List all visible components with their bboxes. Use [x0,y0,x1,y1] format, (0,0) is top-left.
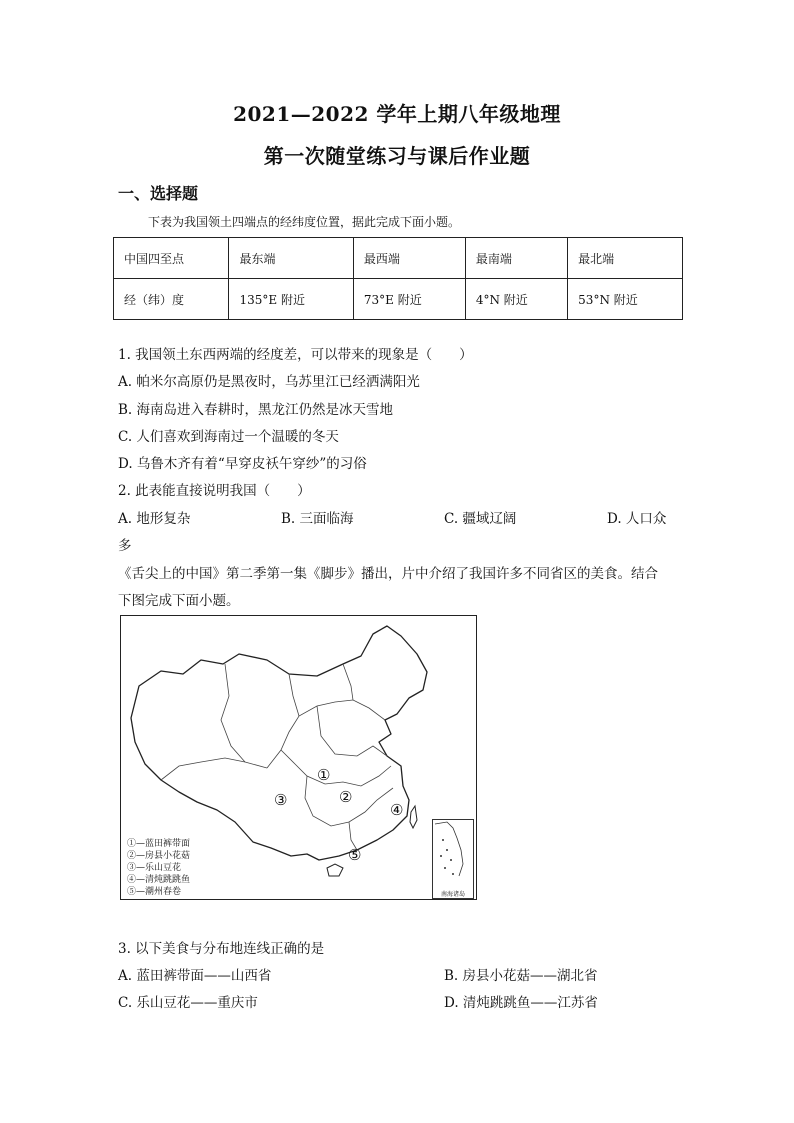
passage-line-1: 《舌尖上的中国》第二季第一集《脚步》播出，片中介绍了我国许多不同省区的美食。结合 [118,566,658,582]
map-marker-3: ③ [274,791,288,809]
question-3-stem: 3. 以下美食与分布地连线正确的是 [118,941,325,957]
section-heading: 一、选择题 [118,184,199,203]
table-cell: 最西端 [353,238,465,279]
south-china-sea-inset [432,819,474,899]
table-cell: 最东端 [229,238,353,279]
question-1-option-a: A. 帕米尔高原仍是黑夜时，乌苏里江已经洒满阳光 [118,374,420,390]
map-marker-2: ② [339,788,353,806]
question-3-option-a: A. 蓝田裤带面——山西省 [118,968,272,984]
page-title-line1: 2021—2022 学年上期八年级地理 [233,102,561,126]
question-3-option-c: C. 乐山豆花——重庆市 [118,995,258,1011]
table-cell: 53°N 附近 [568,279,683,320]
legend-item: ④—清炖跳跳鱼 [127,875,191,885]
question-3-option-b: B. 房县小花菇——湖北省 [444,968,598,984]
passage-line-2: 下图完成下面小题。 [118,593,240,609]
table-cell: 经（纬）度 [114,279,229,320]
china-map-figure [120,615,477,900]
question-2-option-b: B. 三面临海 [281,511,354,527]
table-cell: 最南端 [465,238,567,279]
map-legend [127,838,190,898]
question-2-option-a: A. 地形复杂 [118,511,191,527]
question-1-option-d: D. 乌鲁木齐有着“早穿皮袄午穿纱”的习俗 [118,456,367,472]
map-marker-1: ① [317,766,331,784]
question-2-option-c: C. 疆域辽阔 [444,511,517,527]
question-2-option-d-wrap: 多 [118,538,132,554]
coordinates-table [113,237,683,320]
table-cell: 最北端 [568,238,683,279]
legend-item: ①—蓝田裤带面 [127,839,191,849]
inset-label: 南海诸岛 [440,891,465,898]
question-2-option-d: D. 人口众 [607,511,667,527]
table-cell: 中国四至点 [114,238,229,279]
page-title-line2: 第一次随堂练习与课后作业题 [263,144,531,168]
map-marker-4: ④ [390,801,404,819]
table-cell: 73°E 附近 [353,279,465,320]
table-row [114,279,683,320]
table-header-row [114,238,683,279]
question-1-stem: 1. 我国领土东西两端的经度差，可以带来的现象是（ ） [118,347,473,363]
table-intro: 下表为我国领土四端点的经纬度位置，据此完成下面小题。 [148,215,461,229]
inset-outline [433,820,471,886]
map-marker-5: ⑤ [348,846,362,864]
legend-item: ②—房县小花菇 [127,851,191,861]
table-cell: 135°E 附近 [229,279,353,320]
question-1-option-c: C. 人们喜欢到海南过一个温暖的冬天 [118,429,339,445]
legend-item: ⑤—潮州春卷 [127,887,182,897]
question-2-stem: 2. 此表能直接说明我国（ ） [118,483,311,499]
table-cell: 4°N 附近 [465,279,567,320]
question-3-option-d: D. 清炖跳跳鱼——江苏省 [444,995,598,1011]
legend-item: ③—乐山豆花 [127,863,182,873]
question-1-option-b: B. 海南岛进入春耕时，黑龙江仍然是冰天雪地 [118,402,394,418]
